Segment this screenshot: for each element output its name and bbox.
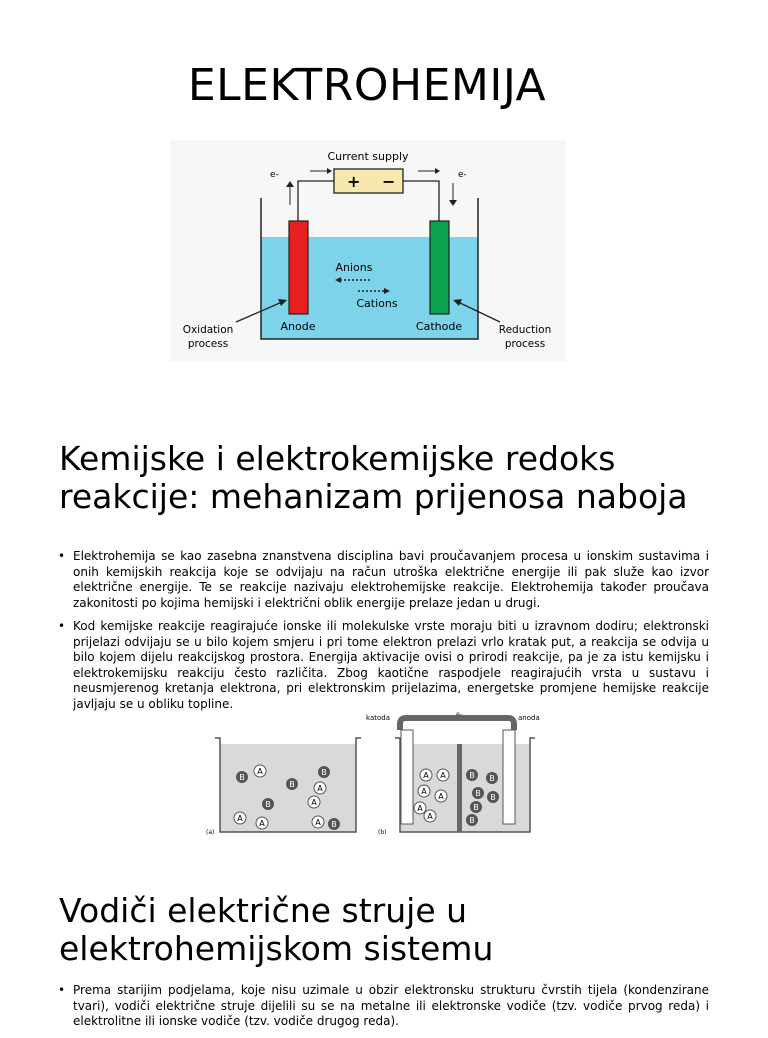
svg-text:A: A [259,819,265,828]
svg-text:A: A [315,818,321,827]
reduction-label-line1: Reduction [498,324,552,336]
svg-text:A: A [423,771,429,780]
svg-text:B: B [489,774,495,783]
separator [457,744,462,832]
anoda-label: anoda [518,714,540,722]
svg-text:A: A [421,787,427,796]
svg-text:A: A [311,798,317,807]
cations-label: Cations [356,297,398,310]
oxidation-label-line2: process [187,338,229,350]
svg-text:A: A [438,792,444,801]
anions-label: Anions [335,261,373,274]
oxidation-label-line1: Oxidation [182,324,234,336]
cathode-electrode [401,730,413,824]
anode-label: Anode [280,320,316,333]
label-b: (b) [378,829,387,836]
external-circuit-wire [400,718,514,730]
electrolysis-cell-diagram [170,140,566,362]
label-a: (a) [206,829,215,836]
svg-text:B: B [469,771,475,780]
bullet-list-conductors [58,983,709,1038]
svg-text:B: B [239,773,245,782]
cathode-label: Cathode [415,320,463,333]
anode-electrode [289,221,308,314]
list-item: • Prema starijim podjelama, koje nisu uzimale u obzir elektronsku strukturu čvrstih tijela (kondenzirane tvari), vodiči električne struje dijelili su se na metalne ili elektronske vodiče (tzv. vodiče prvog reda) i elektrolitne ili ionske vodiče (tzv. vodiče drugog reda). [58,983,709,1030]
slide-title: ELEKTROHEMIJA [187,60,547,111]
svg-text:B: B [475,789,481,798]
section-heading-redox: Kemijske i elektrokemijske redoks reakcije: mehanizam prijenosa naboja [59,439,688,516]
svg-text:B: B [331,820,337,829]
svg-text:A: A [317,784,323,793]
plus-sign: + [347,172,361,191]
svg-text:A: A [440,771,446,780]
anode-electrode [503,730,515,824]
list-item: • Kod kemijske reakcije reagirajuće ionske ili molekulske vrste moraju biti u izravnom dodiru; elektronski prijelazi odvijaju se u bilo kojem smjeru i pri tome elektron prelazi vrlo kratak put, a reakcija se odvija u bilo kojem dijelu reakcijskog prostora. Energija aktivacije ovisi o prirodi reakcije, pa je za istu kemijsku i elektrokemijsku reakciju često različita. Zbog kaotične raspodjele reagirajućih vrsta u sustavu i neusmjerenog kretanja elektrona, pri elektronskim prijelazima, energetske promjene hemijske reakcije javljaju se u obliku topline. [58,619,709,712]
cathode-electrode [430,221,449,314]
svg-text:B: B [473,803,479,812]
svg-text:A: A [427,812,433,821]
svg-text:A: A [237,814,243,823]
current-supply-label: Current supply [327,150,409,163]
bullet-list-redox [58,549,709,720]
electron-label-right: e- [458,170,467,180]
katoda-label: katoda [366,714,390,722]
minus-sign: − [382,172,396,191]
electron-label-left: e- [270,170,279,180]
svg-text:B: B [490,793,496,802]
svg-text:B: B [265,800,271,809]
section-heading-conductors: Vodiči električne struje u elektrohemijskom sistemu [59,891,494,968]
svg-text:B: B [469,816,475,825]
svg-text:B: B [321,768,327,777]
svg-text:A: A [417,804,423,813]
svg-text:B: B [289,780,295,789]
redox-mechanism-diagram [200,708,550,843]
electron-label: e- [456,711,462,718]
list-item: • Elektrohemija se kao zasebna znanstvena disciplina bavi proučavanjem procesa u ionskim sustavima i onih kemijskih reakcija koje se odvijaju na račun utroška električne energije ili pak služe kao izvor električne energije. Te se reakcije nazivaju elektrohemijske reakcije. Elektrohemija također proučava zakonitosti po kojima hemijski i električni oblik energije prelaze jedan u drugi. [58,549,709,611]
reduction-label-line2: process [504,338,546,350]
svg-text:A: A [257,767,263,776]
